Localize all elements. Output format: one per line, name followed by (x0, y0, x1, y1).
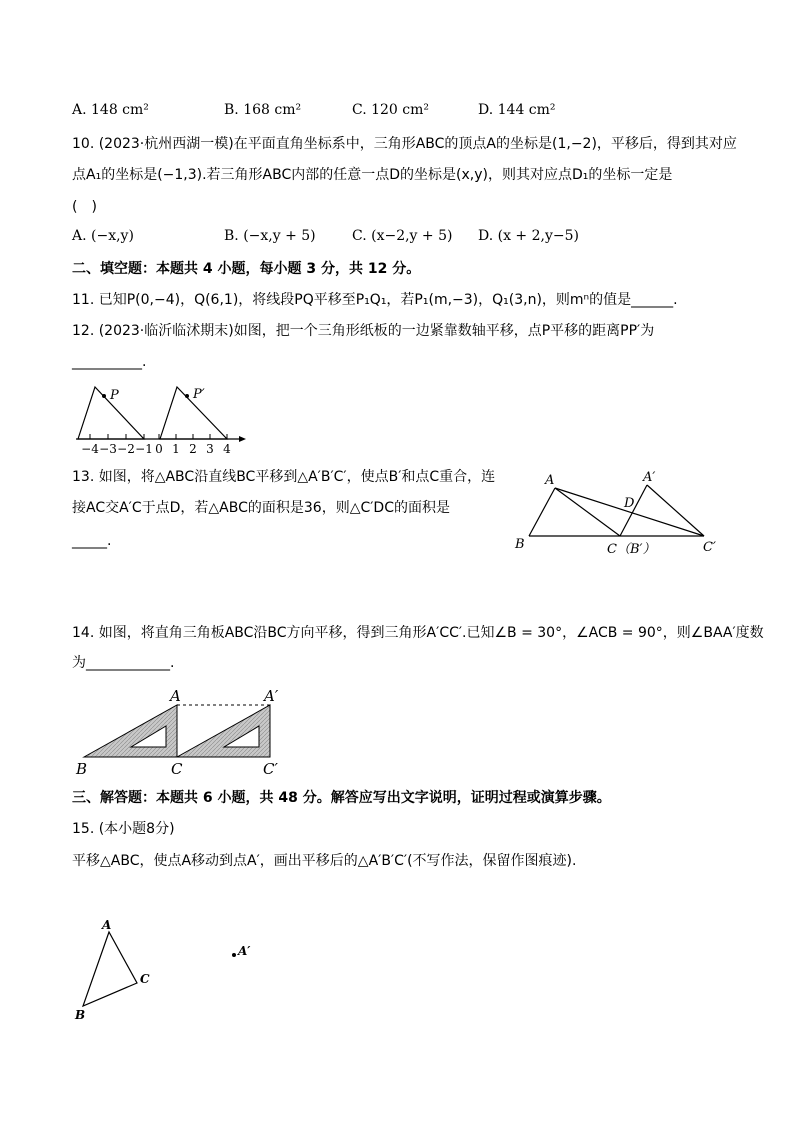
label-c: C (140, 972, 150, 986)
q9-options (72, 102, 722, 122)
q13-line-1: 13. 如图，将△ABC沿直线BC平移到△A′B′C′，使点B′和点C重合，连 (72, 469, 496, 485)
triangle-abc (83, 932, 137, 1006)
q10-answer-bracket: ( ) (72, 199, 97, 215)
q15-header: 15. (本小题8分) (72, 821, 175, 837)
tick-label: 0 (155, 442, 163, 456)
label-c-prime: C′ (263, 760, 278, 778)
q9-option-b: B. 168 cm² (224, 102, 302, 118)
label-a-prime: A′ (238, 944, 251, 958)
set-square-a-prime-cc-prime (177, 705, 270, 757)
label-b: B (515, 537, 525, 552)
tick-label: 3 (206, 442, 214, 456)
label-a: A (170, 687, 181, 705)
q13-line-2: 接AC交A′C于点D，若△ABC的面积是36，则△C′DC的面积是 (72, 500, 450, 516)
label-b: B (76, 760, 88, 778)
q10-line-2: 点A₁的坐标是(−1,3).若三角形ABC内部的任意一点D的坐标是(x,y)，则其对应点D₁的坐标一定是 (72, 167, 673, 183)
q12-line-1: 12. (2023·临沂临沭期末)如图，把一个三角形纸板的一边紧靠数轴平移，点P平移的距离PP′为 (72, 323, 655, 339)
section-2-heading: 二、填空题：本题共 4 小题，每小题 3 分，共 12 分。 (72, 261, 421, 277)
point-p-prime (185, 394, 189, 398)
segment-a-prime-c (620, 485, 647, 536)
label-c-prime: C′ (703, 540, 716, 555)
q14-line-2: 为____________. (72, 655, 175, 671)
q9-option-d: D. 144 cm² (478, 102, 556, 118)
q9-option-a: A. 148 cm² (72, 102, 149, 118)
tick-label: −3 (99, 442, 117, 456)
label-a: A (102, 918, 112, 932)
q10-option-d: D. (x + 2,y−5) (478, 228, 579, 244)
q9-option-c: C. 120 cm² (352, 102, 430, 118)
q10-option-a: A. (−x,y) (72, 228, 134, 244)
q10-option-b: B. (−x,y + 5) (224, 228, 316, 244)
tick-label: 4 (223, 442, 231, 456)
label-b: B (75, 1008, 86, 1022)
tick-label: 2 (189, 442, 197, 456)
q10-option-c: C. (x−2,y + 5) (352, 228, 453, 244)
triangle-after (160, 387, 227, 439)
label-p-prime: P′ (193, 387, 205, 402)
label-a-prime: A′ (264, 687, 279, 705)
tick-label: −4 (81, 442, 99, 456)
q10-options (72, 228, 722, 248)
segment-ac (555, 488, 620, 536)
section-3-heading: 三、解答题：本题共 6 小题，共 48 分。解答应写出文字说明，证明过程或演算步骤。 (72, 790, 611, 806)
q14-line-1: 14. 如图，将直角三角板ABC沿BC方向平移，得到三角形A′CC′.已知∠B = 30°，∠ACB = 90°，则∠BAA′度数 (72, 625, 764, 641)
q10-line-1: 10. (2023·杭州西湖一模)在平面直角坐标系中，三角形ABC的顶点A的坐标是(1,−2)，平移后，得到其对应 (72, 136, 737, 152)
label-p: P (110, 388, 119, 403)
tick-label: −1 (135, 442, 153, 456)
label-a-prime: A′ (643, 470, 656, 485)
point-a-prime (232, 953, 236, 957)
segment-ac-prime (555, 488, 704, 536)
segment-ab (529, 488, 555, 536)
label-c: C (171, 760, 183, 778)
triangle-before (78, 387, 144, 439)
q15-text: 平移△ABC，使点A移动到点A′，画出平移后的△A′B′C′(不写作法，保留作图痕迹). (72, 853, 577, 869)
tick-label: −2 (117, 442, 135, 456)
q13-line-3: _____. (72, 533, 112, 549)
number-line (76, 434, 246, 442)
label-d: D (624, 496, 635, 511)
segment-a-prime-c-prime (647, 485, 704, 536)
q11-text: 11. 已知P(0,−4)，Q(6,1)，将线段PQ平移至P₁Q₁，若P₁(m,−3)，Q₁(3,n)，则mⁿ的值是______. (72, 292, 678, 308)
point-p (102, 394, 106, 398)
label-a: A (545, 473, 555, 488)
label-c-b-prime: C（B′） (607, 542, 656, 557)
tick-label: 1 (172, 442, 180, 456)
set-square-abc (84, 705, 177, 757)
q12-line-2: __________. (72, 354, 147, 370)
